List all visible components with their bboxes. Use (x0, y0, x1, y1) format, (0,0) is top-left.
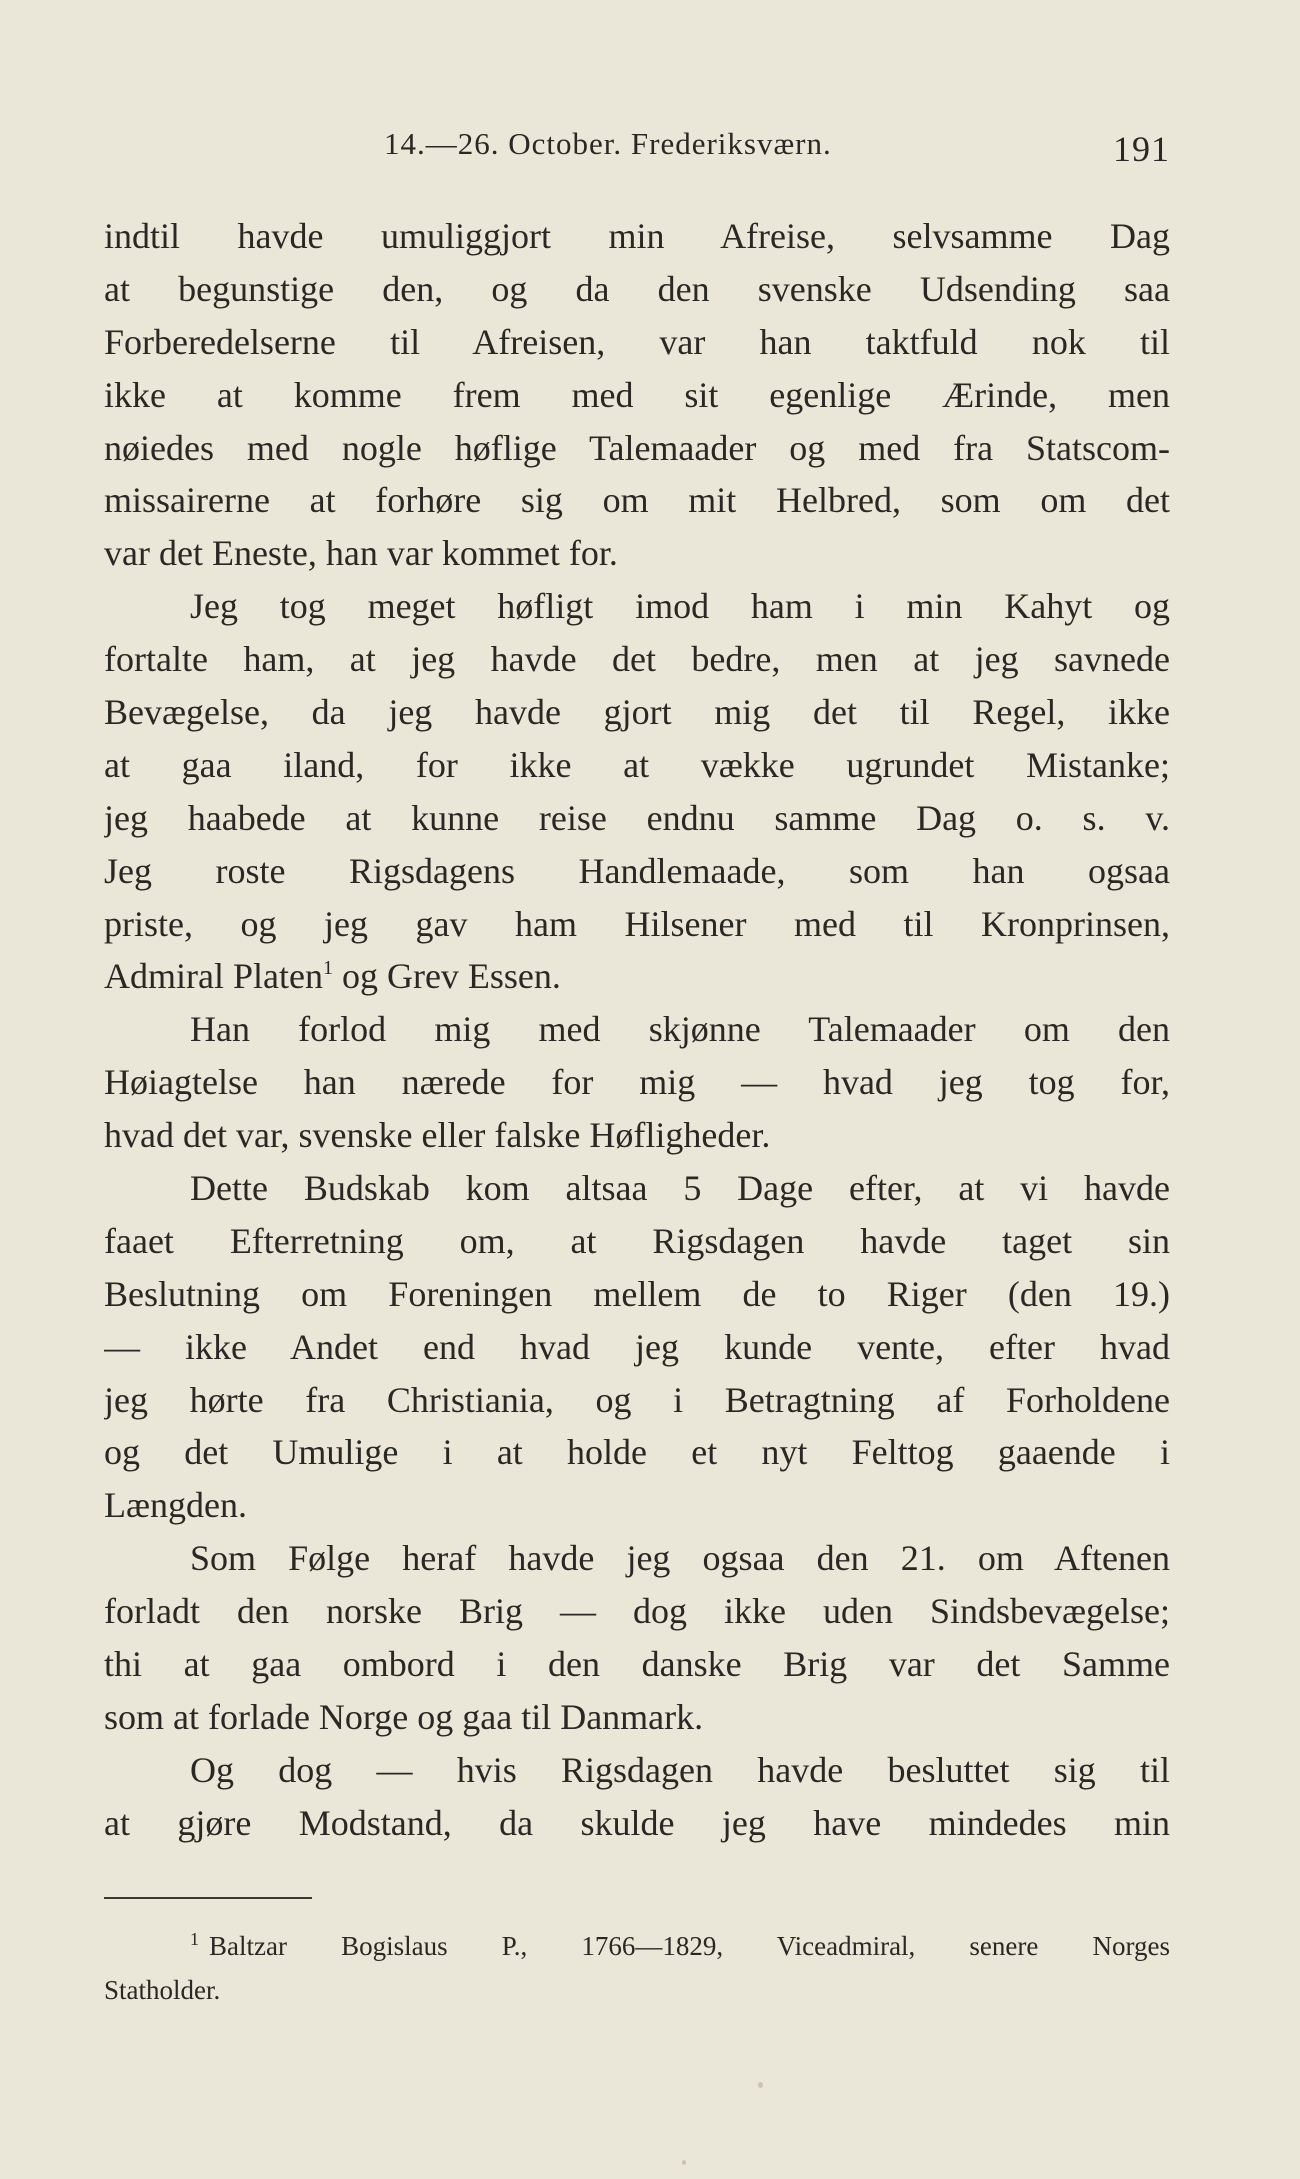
footnote-text: Statholder. (104, 1975, 221, 2005)
text-line (104, 686, 1170, 739)
text-line-content: faaet Efterretning om, at Rigsdagen havde taget sin (104, 1220, 1170, 1261)
page-number: 191 (1113, 129, 1170, 169)
text-line (104, 792, 1170, 845)
text-line-content: jeg haabede at kunne reise endnu samme Dag o. s. v. (104, 797, 1170, 838)
footnote-rule (104, 1897, 312, 1899)
text-line (104, 633, 1170, 686)
footnote-text: Baltzar Bogislaus P., 1766—1829, Viceadmiral, senere Norges (209, 1931, 1170, 1961)
text-line (104, 1003, 1170, 1056)
text-line-content: Bevægelse, da jeg havde gjort mig det til Regel, ikke (104, 692, 1170, 733)
text-line-content: missairerne at forhøre sig om mit Helbred, som om det (104, 480, 1170, 521)
text-line-content: at begunstige den, og da den svenske Udsending saa (104, 268, 1170, 309)
body-text (104, 210, 1170, 1850)
text-line-content: Jeg tog meget høfligt imod ham i min Kahyt og (190, 586, 1170, 627)
paper-speck (758, 2082, 763, 2088)
text-line-content: Som Følge heraf havde jeg ogsaa den 21. om Aftenen (190, 1538, 1170, 1579)
text-line (104, 1374, 1170, 1427)
text-line (104, 422, 1170, 475)
text-line (104, 1691, 1170, 1744)
text-line-content: jeg hørte fra Christiania, og i Betragtning af Forholdene (104, 1379, 1170, 1420)
text-line (104, 1426, 1170, 1479)
text-line (104, 1479, 1170, 1532)
text-line (104, 739, 1170, 792)
text-line-content: Admiral Platen (104, 956, 323, 997)
text-line-content: Og dog — hvis Rigsdagen havde besluttet sig til (190, 1749, 1170, 1790)
text-line-content: thi at gaa ombord i den danske Brig var det Samme (104, 1644, 1170, 1685)
footnote-line (104, 1968, 1170, 2012)
text-line (104, 1215, 1170, 1268)
text-line (104, 474, 1170, 527)
running-title: 14.—26. October. Frederiksværn. (384, 126, 832, 161)
text-line-content: Længden. (104, 1485, 247, 1526)
text-line (104, 580, 1170, 633)
text-line (104, 1585, 1170, 1638)
text-line (104, 1056, 1170, 1109)
text-line (104, 527, 1170, 580)
text-line-content: og det Umulige i at holde et nyt Felttog gaaende i (104, 1432, 1170, 1473)
text-line-content: Dette Budskab kom altsaa 5 Dage efter, at vi havde (190, 1168, 1170, 1209)
text-line (104, 1162, 1170, 1215)
text-line-content: priste, og jeg gav ham Hilsener med til Kronprinsen, (104, 903, 1170, 944)
text-line (104, 1268, 1170, 1321)
text-line-content: Høiagtelse han nærede for mig — hvad jeg tog for, (104, 1062, 1170, 1103)
text-line-content: og Grev Essen. (332, 956, 561, 997)
text-line-content: nøiedes med nogle høflige Talemaader og med fra Statscom- (104, 427, 1170, 468)
text-line (104, 1109, 1170, 1162)
text-line (104, 210, 1170, 263)
text-line (104, 1797, 1170, 1850)
text-line-content: ikke at komme frem med sit egenlige Ærinde, men (104, 374, 1170, 415)
footnotes (104, 1924, 1170, 2012)
text-line-content: — ikke Andet end hvad jeg kunde vente, efter hvad (104, 1326, 1170, 1367)
text-line (104, 845, 1170, 898)
text-line-content: at gaa iland, for ikke at vække ugrundet Mistanke; (104, 744, 1170, 785)
text-line-content: indtil havde umuliggjort min Afreise, selvsamme Dag (104, 216, 1170, 256)
text-line-content: forladt den norske Brig — dog ikke uden Sindsbevægelse; (104, 1591, 1170, 1632)
text-line (104, 1744, 1170, 1797)
text-line (104, 950, 1170, 1003)
text-line-content: Jeg roste Rigsdagens Handlemaade, som han ogsaa (104, 850, 1170, 891)
text-line-content: hvad det var, svenske eller falske Høfligheder. (104, 1115, 771, 1156)
text-line (104, 1638, 1170, 1691)
text-line-content: Beslutning om Foreningen mellem de to Riger (den 19.) (104, 1273, 1170, 1314)
paper-speck (682, 2160, 686, 2165)
text-line (104, 369, 1170, 422)
text-line (104, 1532, 1170, 1585)
text-line-content: var det Eneste, han var kommet for. (104, 533, 618, 574)
text-line (104, 1321, 1170, 1374)
footnote-marker: 1 (190, 1929, 199, 1949)
text-line-content: Han forlod mig med skjønne Talemaader om den (190, 1009, 1170, 1050)
text-line (104, 263, 1170, 316)
text-line-content: at gjøre Modstand, da skulde jeg have mindedes min (104, 1802, 1170, 1843)
footnote-line (104, 1924, 1170, 1968)
text-line (104, 316, 1170, 369)
footnote-reference: 1 (322, 957, 333, 980)
text-line-content: Forberedelserne til Afreisen, var han taktfuld nok til (104, 321, 1170, 362)
running-head (104, 126, 1170, 176)
text-line (104, 898, 1170, 951)
text-line-content: som at forlade Norge og gaa til Danmark. (104, 1696, 704, 1737)
text-line-content: fortalte ham, at jeg havde det bedre, men at jeg savnede (104, 639, 1170, 680)
